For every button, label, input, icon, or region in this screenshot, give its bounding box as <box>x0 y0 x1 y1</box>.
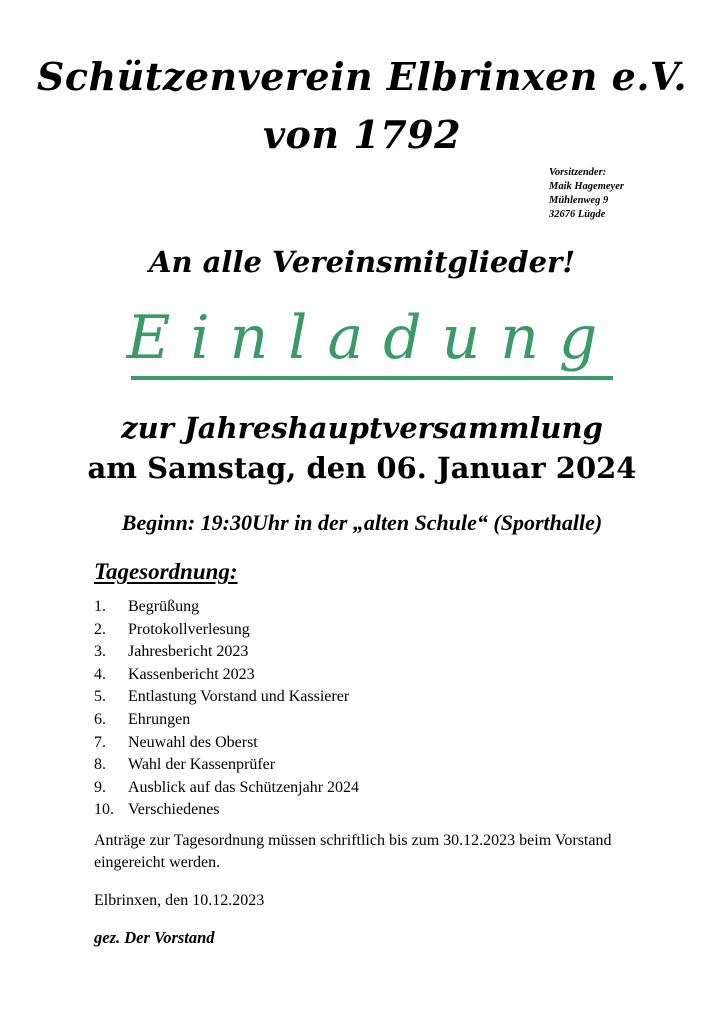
contact-name: Maik Hagemeyer <box>549 181 624 192</box>
agenda-item-text: Begrüßung <box>128 598 200 615</box>
club-founding-line: von 1792 <box>262 112 462 157</box>
agenda-item-text: Entlastung Vorstand und Kassierer <box>128 688 350 706</box>
meeting-type: zur Jahreshauptversammlung <box>121 411 603 445</box>
invitation-title-wrap <box>0 302 724 374</box>
agenda-item-text: Kassenbericht 2023 <box>128 665 255 683</box>
agenda-item <box>94 686 359 709</box>
agenda-item-text: Ehrungen <box>128 710 191 728</box>
meeting-begin-info: Beginn: 19:30Uhr in der „alten Schule“ (Sporthalle) <box>121 510 603 535</box>
agenda-item-number: 1. <box>94 598 106 615</box>
agenda-item-text: Wahl der Kassenprüfer <box>128 756 276 774</box>
agenda-title: Tagesordnung: <box>94 559 238 584</box>
agenda-item-number: 7. <box>94 733 106 751</box>
invitation-title: Einladung <box>126 303 618 373</box>
agenda-item <box>94 777 359 800</box>
contact-city: 32676 Lügde <box>549 209 606 220</box>
meeting-headline <box>0 408 724 488</box>
agenda-item-number: 3. <box>94 643 106 661</box>
agenda-item-number: 2. <box>94 620 106 638</box>
agenda-item-text: Verschiedenes <box>128 801 220 819</box>
agenda-item-number: 9. <box>94 778 106 796</box>
invitation-underline <box>131 376 613 380</box>
agenda-item <box>94 596 359 619</box>
agenda-item-text: Neuwahl des Oberst <box>128 733 258 751</box>
contact-role: Vorsitzender: <box>549 167 607 178</box>
agenda-proposal-note: Anträge zur Tagesordnung müssen schriftlich bis zum 30.12.2023 beim Vorstand eingereicht werden. <box>94 832 612 871</box>
club-name-heading <box>0 48 724 164</box>
agenda-item-number: 10. <box>94 801 114 819</box>
agenda-item <box>94 641 359 664</box>
agenda-item <box>94 619 359 642</box>
agenda-item <box>94 709 359 732</box>
agenda-item-number: 6. <box>94 710 106 728</box>
agenda-item-number: 8. <box>94 756 106 774</box>
meeting-date: am Samstag, den 06. Januar 2024 <box>87 451 637 485</box>
agenda-item <box>94 664 359 687</box>
place-and-date: Elbrinxen, den 10.12.2023 <box>94 892 265 909</box>
agenda-item-text: Ausblick auf das Schützenjahr 2024 <box>128 778 360 796</box>
agenda-item-number: 5. <box>94 688 106 706</box>
contact-street: Mühlenweg 9 <box>549 195 609 206</box>
salutation-heading: An alle Vereinsmitglieder! <box>148 245 576 279</box>
chairman-contact-block <box>549 166 624 222</box>
club-name-line: Schützenverein Elbrinxen e.V. <box>36 54 688 99</box>
agenda-item <box>94 732 359 755</box>
agenda-item-number: 4. <box>94 665 106 683</box>
agenda-item-text: Jahresbericht 2023 <box>128 643 249 661</box>
signature: gez. Der Vorstand <box>94 928 215 947</box>
agenda-item <box>94 754 359 777</box>
agenda-item <box>94 799 359 822</box>
agenda-item-text: Protokollverlesung <box>128 620 250 638</box>
agenda-list <box>94 596 359 822</box>
